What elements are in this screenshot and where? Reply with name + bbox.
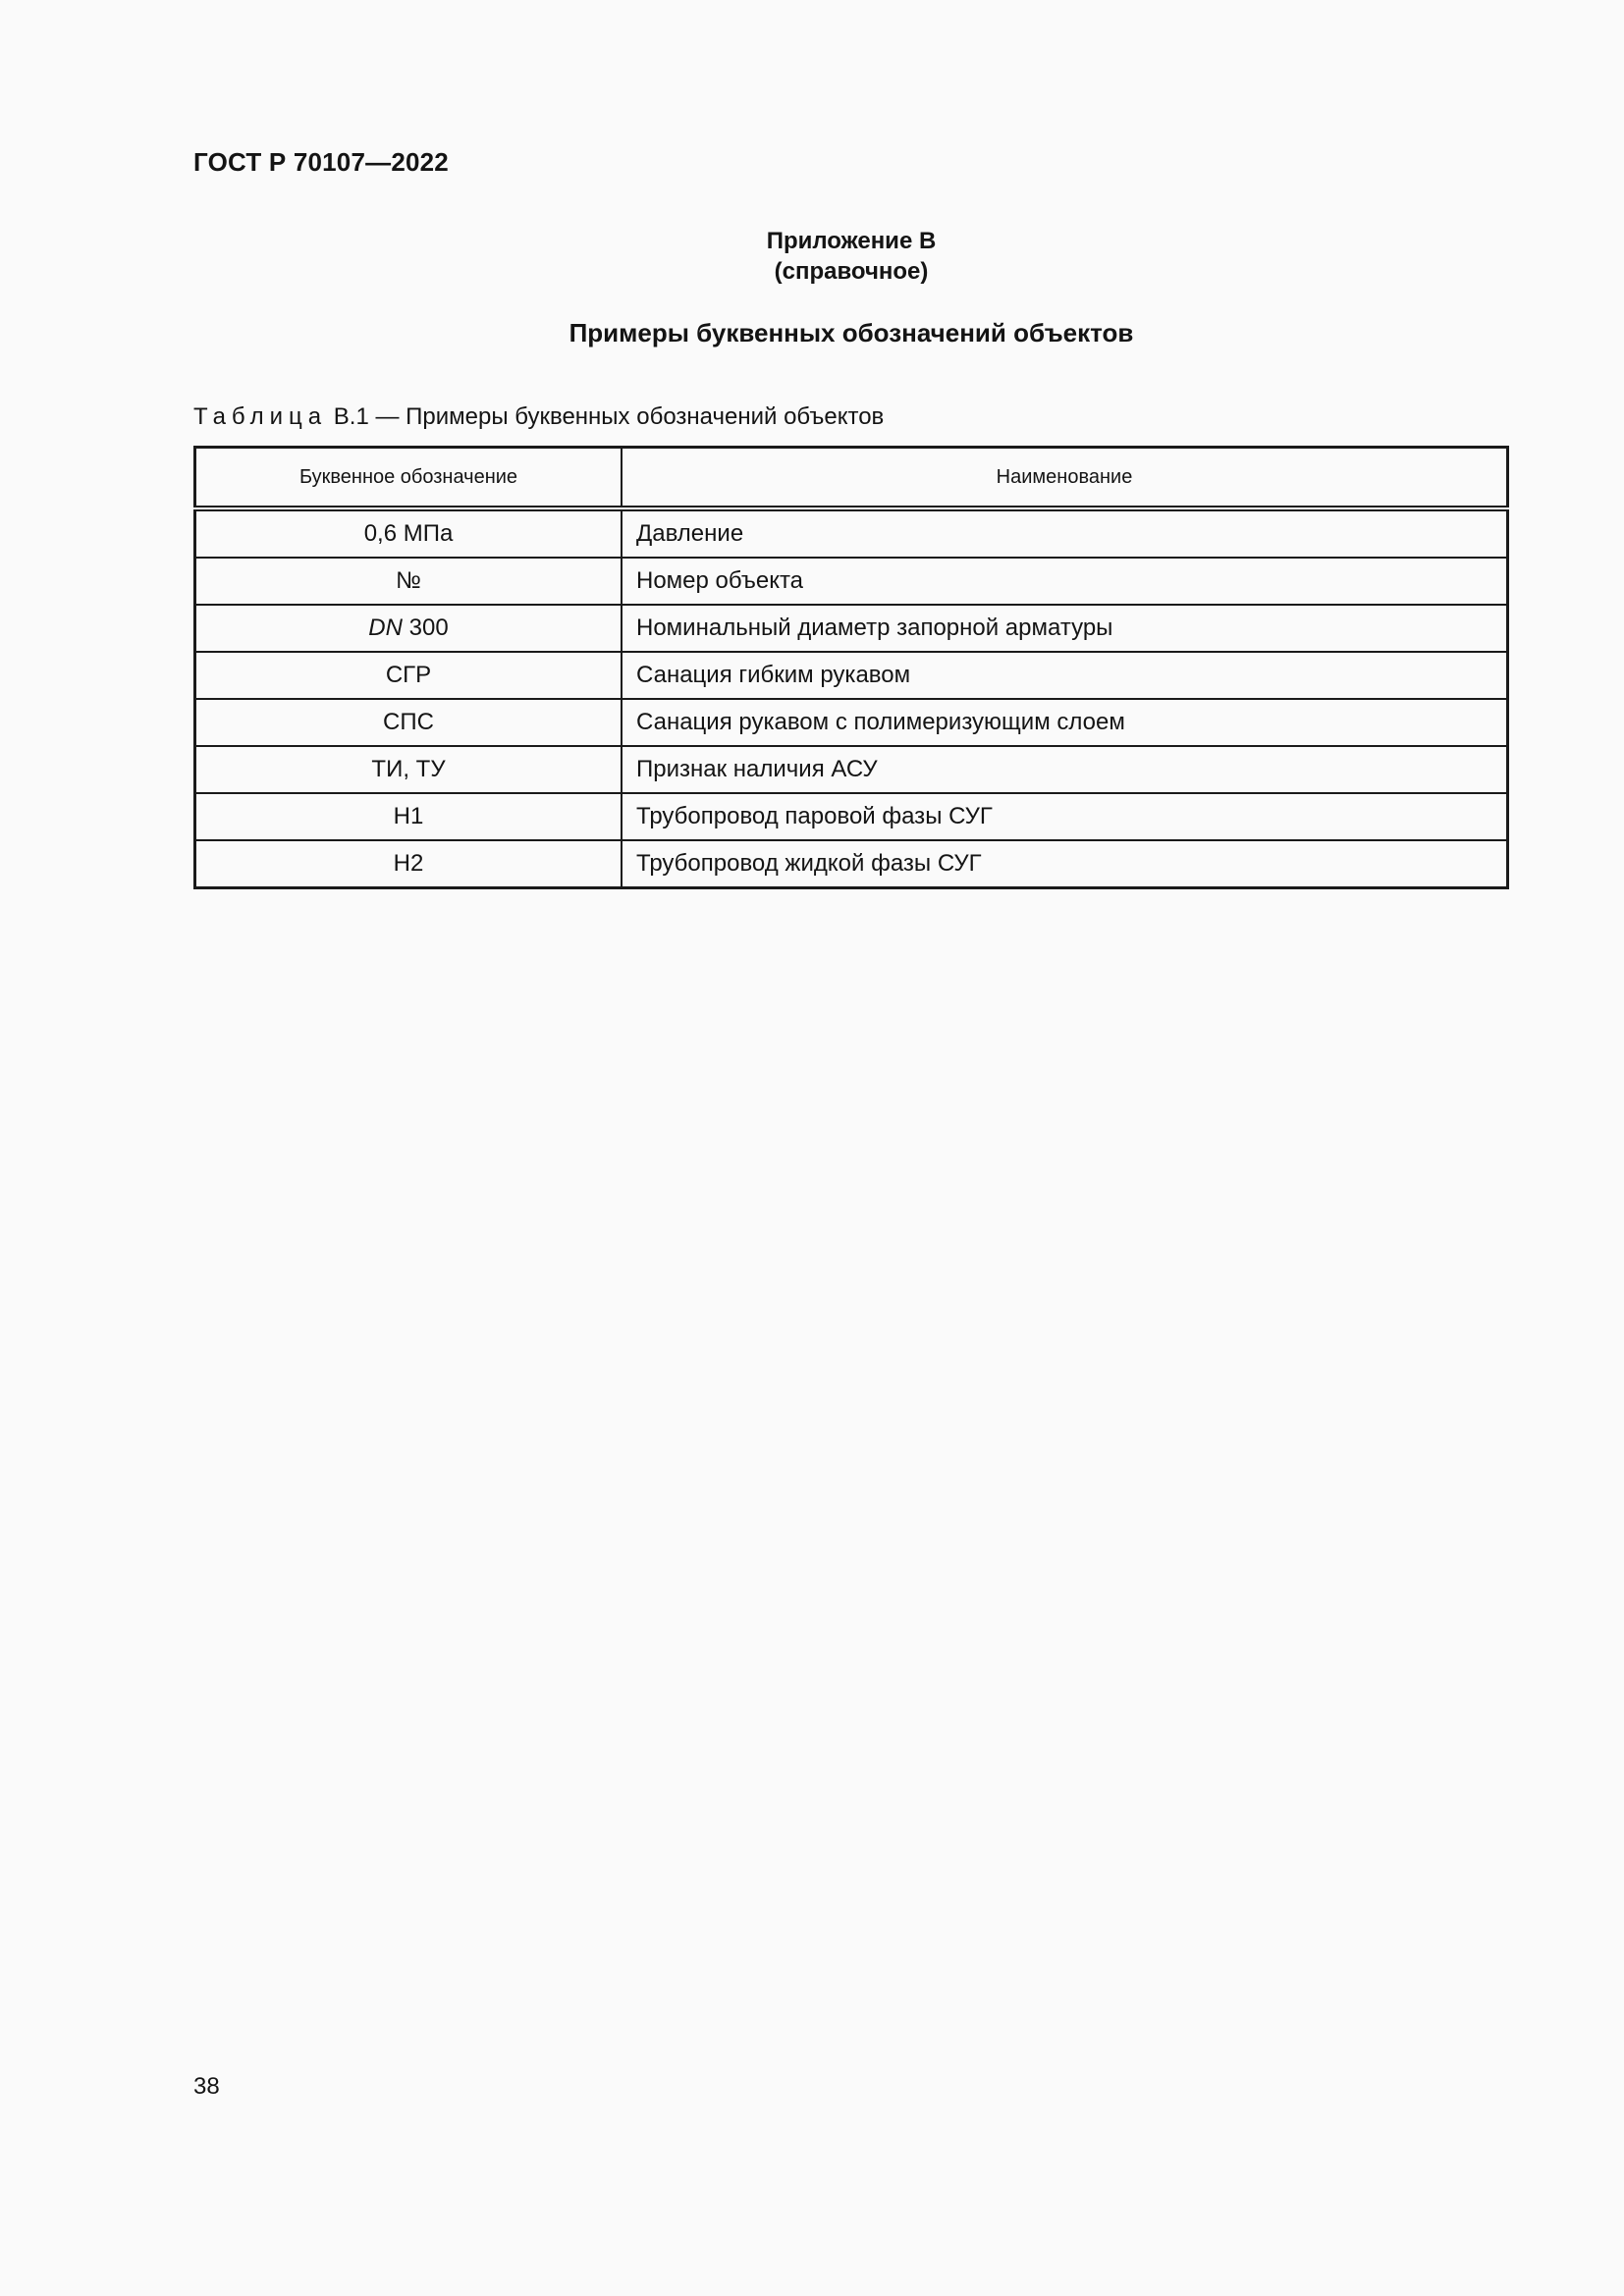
table-row [195,508,1508,558]
row-name: Трубопровод жидкой фазы СУГ [622,840,1508,888]
row-name: Санация гибким рукавом [622,652,1508,699]
row-name: Признак наличия АСУ [622,746,1508,793]
table-row [195,699,1508,746]
header-code: Буквенное обозначение [195,448,623,509]
section-title: Примеры буквенных обозначений объектов [568,318,1134,347]
table-row [195,746,1508,793]
row-code: Н1 [195,793,623,840]
row-code: № [195,558,623,605]
table-row [195,840,1508,888]
row-code: ТИ, ТУ [195,746,623,793]
row-code [195,605,623,652]
table-caption [193,403,884,431]
row-code: СГР [195,652,623,699]
row-code: 0,6 МПа [195,508,623,558]
table-caption-prefix: Таблица [193,403,328,430]
row-code-italic: DN [368,614,403,641]
row-name: Номер объекта [622,558,1508,605]
table-row [195,605,1508,652]
table-row [195,558,1508,605]
row-name: Номинальный диаметр запорной арматуры [622,605,1508,652]
header-name: Наименование [622,448,1508,509]
table-caption-text: В.1 — Примеры буквенных обозначений объектов [327,403,885,430]
appendix-heading [0,226,1624,287]
appendix-title: Приложение В [766,228,937,254]
table-row [195,652,1508,699]
document-id: ГОСТ Р 70107—2022 [193,147,449,177]
appendix-status: (справочное) [774,258,929,285]
page-number: 38 [193,2073,220,2100]
table-row [195,793,1508,840]
row-name: Санация рукавом с полимеризующим слоем [622,699,1508,746]
row-name: Давление [622,508,1508,558]
row-name: Трубопровод паровой фазы СУГ [622,793,1508,840]
row-code: Н2 [195,840,623,888]
row-code: СПС [195,699,623,746]
row-code-rest: 300 [402,614,449,641]
table-header-row [195,448,1508,509]
designations-table [193,446,1509,889]
